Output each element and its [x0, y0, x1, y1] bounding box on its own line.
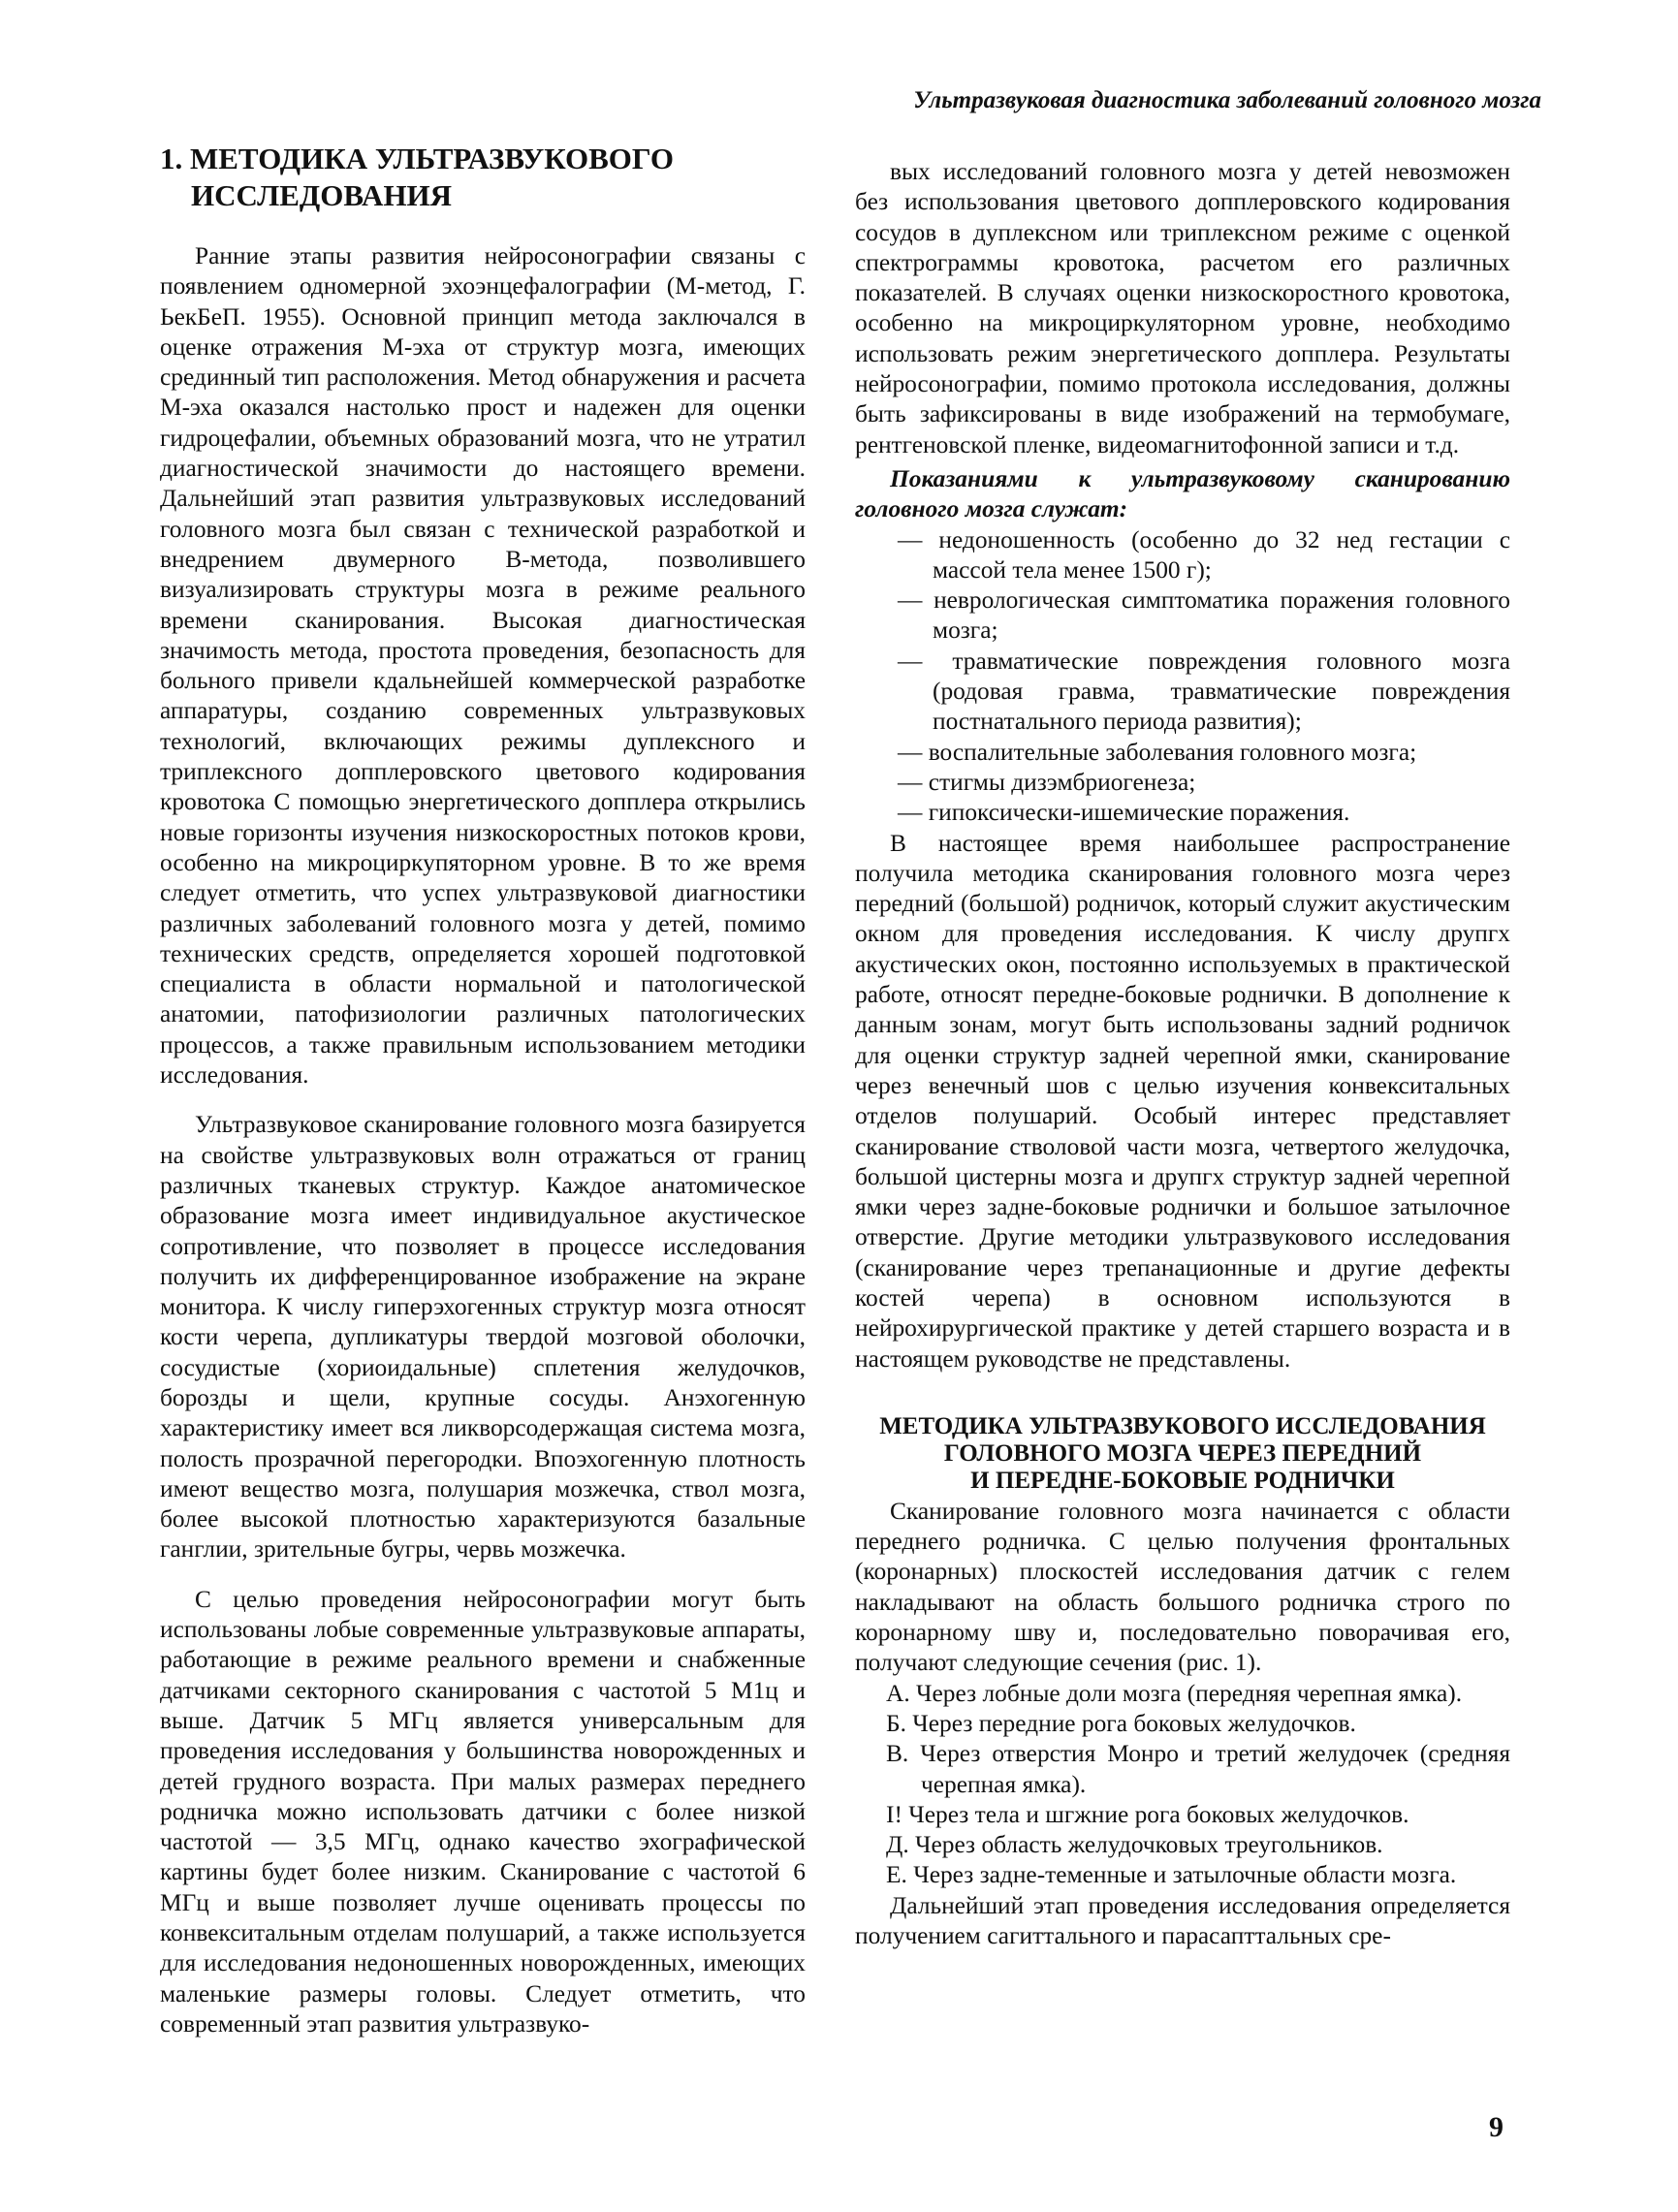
left-column [160, 141, 806, 2039]
subsection-title-line: ГОЛОВНОГО МОЗГА ЧЕРЕЗ ПЕРЕДНИЙ [943, 1439, 1422, 1467]
list-item: Б. Через передние рога боковых желудочков. [886, 1709, 1356, 1737]
section-title-line2: ИССЛЕДОВАНИЯ [191, 178, 453, 212]
section-title [160, 141, 806, 214]
paragraph-scanning-start: Сканирование головного мозга начинается с области переднего родничка. С целью получения фронтальных (коронарных) плоскостей исследования датчик с гелем накладывают на область большого родничка строго по коронарному шву и, последовательно поворачивая его, получают следующие сечения (рис. 1). [855, 1497, 1510, 1677]
list-item: — стигмы дизэмбриогенеза; [898, 768, 1196, 796]
paragraph-equipment: С целью проведения нейросонографии могут быть использованы лобые современные ультразвуковые аппараты, работающие в режиме реального времени и снабженные датчиками секторного сканирования с частотой 5 М1ц и выше. Датчик 5 МГц является универсальным для проведения исследования у большинства новорожденных и детей грудного возраста. При малых размерах переднего родничка можно использовать датчики с более низкой частотой — 3,5 МГц, однако качество эхографической картины будет более низким. Сканирование с частотой 6 МГц и выше позволяет лучше оценивать процессы по конвекситальным отделам полушарий, а также используется для исследования недоношенных новорожденных, имеющих маленькие размеры головы. Следует отметить, что современный этап развития ультразвуко- [160, 1585, 806, 2038]
list-item: — воспалительные заболевания головного мозга; [898, 738, 1417, 766]
list-item: Д. Через область желудочковых треугольников. [886, 1831, 1383, 1859]
subsection-title [855, 1413, 1510, 1495]
paragraph-doppler: вых исследований головного мозга у детей невозможен без использования цветового допплеровского кодирования сосудов в дуплексном или триплексном режиме с оценкой спектрограммы кровотока, расчетом его различных показателей. В случаях оценки низкоскоростного кровотока, особенно на микроциркуляторном уровне, необходимо использовать режим энергетического допплера. Результаты нейросонографии, помимо протокола исследования, должны быть зафиксированы в виде изображений на термобумаге, рентгеновской пленке, видеомагнитофонной записи и т.д. [855, 158, 1510, 458]
paragraph-acoustic-windows: В настоящее время наибольшее распространение получила методика сканирования головного мозга через передний (большой) родничок, который служит акустическим окном для проведения исследования. К числу друпгх акустических окон, постоянно используемых в практической работе, относят передне-боковые роднички. В дополнение к данным зонам, могут быть использованы задний родничок для оценки структур задней черепной ямки, сканирование через венечный шов с целью изучения конвекситальных отделов полушарий. Особый интерес представляет сканирование стволовой части мозга, четвертого желудочка, большой цистерны мозга и друпгх структур задней черепной ямки через задне-боковые роднички и большое затылочное отверстие. Другие методики ультразвукового исследования (сканирование через трепанационные и другие дефекты костей черепа) в основном используются в нейрохирургической практике у детей старшего возраста и в настоящем руководстве не представлены. [855, 829, 1510, 1373]
indications-lead: Показаниями к ультразвуковому сканированию головного мозга служат: [855, 464, 1510, 523]
running-header: Ультразвуковая диагностика заболеваний головного мозга [913, 87, 1541, 113]
list-item: Е. Через задне-теменные и затылочные области мозга. [886, 1861, 1457, 1889]
list-item: А. Через лобные доли мозга (передняя черепная ямка). [886, 1679, 1463, 1707]
section-title-line1: 1. МЕТОДИКА УЛЬТРАЗВУКОВОГО [160, 142, 674, 175]
right-column [855, 157, 1510, 1951]
list-item: — травматические повреждения головного мозга (родовая гравма, травматические повреждения постнатального периода развития); [898, 647, 1510, 736]
page-number: 9 [1489, 2111, 1504, 2143]
list-item: I! Через тела и шгжние рога боковых желудочков. [886, 1800, 1409, 1828]
list-item: — недоношенность (особенно до 32 нед гестации с массой тела менее 1500 г); [898, 525, 1510, 584]
paragraph-physics: Ультразвуковое сканирование головного мозга базируется на свойстве ультразвуковых волн отражаться от границ различных тканевых структур. Каждое анатомическое образование мозга имеет индивидуальное акустическое сопротивление, что позволяет в процессе исследования получить их дифференцированное изображение на экране монитора. К числу гиперэхогенных структур мозга относят кости черепа, дупликатуры твердой мозговой оболочки, сосудистые (хориоидальные) сплетения желудочков, борозды и щели, крупные сосуды. Анэхогенную характеристику имеет вся ликворсодержащая система мозга, полость прозрачной перегородки. Впоэхогенную плотность имеют вещество мозга, полушария мозжечка, ствол мозга, более высокой плотностью характеризуются базальные ганглии, зрительные бугры, червь мозжечка. [160, 1111, 806, 1564]
paragraph-history: Ранние этапы развития нейросонографии связаны с появлением одномерной эхоэнцефалографии (М-метод, Г. ЬекБеП. 1955). Основной принцип метода заключался в оценке отражения М-эха от структур мозга, имеющих срединный тип расположения. Метод обнаружения и расчета М-эха оказался настолько прост и надежен для оценки гидроцефалии, объемных образований мозга, что не утратил диагностической значимости до настоящего времени. Дальнейший этап развития ультразвуковых исследований головного мозга был связан с технической разработкой и внедрением двумерного В-метода, позволившего визуализировать структуры мозга в режиме реального времени сканирования. Высокая диагностическая значимость метода, простота проведения, безопасность для больного привели кдальнейшей коммерческой разработке аппаратуры, созданию современных ультразвуковых технологий, включающих режимы дуплексного и триплексного допплеровского цветового кодирования кровотока С помощью энергетического допплера открылись новые горизонты изучения низкоскоростных потоков крови, особенно на микроциркупяторном уровне. В то же время следует отметить, что успех ультразвуковой диагностики различных заболеваний головного мозга у детей, помимо технических средств, определяется хорошей подготовкой специалиста в области нормальной и патологической анатомии, патофизиологии различных патологических процессов, а также правильным использованием методики исследования. [160, 242, 806, 1090]
indications-list [855, 525, 1510, 829]
subsection-title-line: И ПЕРЕДНЕ-БОКОВЫЕ РОДНИЧКИ [970, 1467, 1395, 1494]
sections-list [855, 1679, 1510, 1891]
subsection-title-line: МЕТОДИКА УЛЬТРАЗВУКОВОГО ИССЛЕДОВАНИЯ [879, 1412, 1486, 1439]
paragraph-next-stage: Дальнейший этап проведения исследования определяется получением сагиттального и парасапттальных сре- [855, 1891, 1510, 1950]
list-item: В. Через отверстия Монро и третий желудочек (средняя черепная ямка). [886, 1740, 1510, 1798]
list-item: — гипоксически-ишемические поражения. [898, 799, 1350, 827]
list-item: — неврологическая симптоматика поражения головного мозга; [898, 586, 1510, 645]
